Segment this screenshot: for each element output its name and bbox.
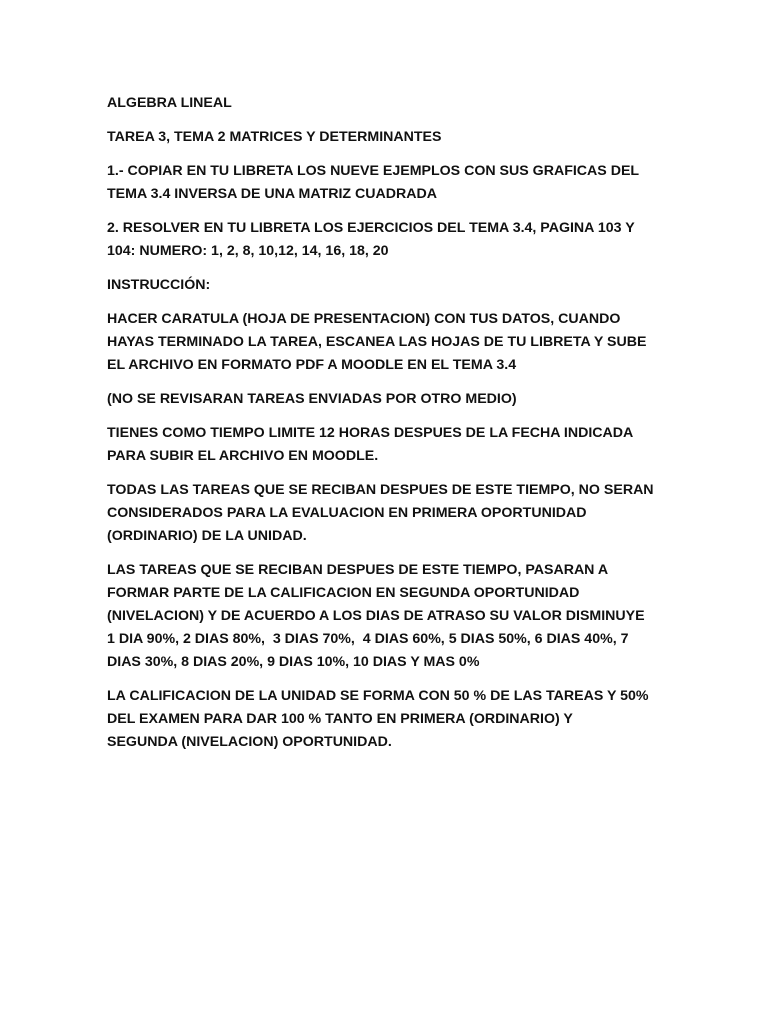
paragraph-line: DIAS 30%, 8 DIAS 20%, 9 DIAS 10%, 10 DIAS Y MAS 0% [107,654,480,670]
paragraph-line: SEGUNDA (NIVELACION) OPORTUNIDAD. [107,734,392,750]
paragraph-line: TODAS LAS TAREAS QUE SE RECIBAN DESPUES DE ESTE TIEMPO, NO SERAN [107,482,654,498]
paragraph-line: FORMAR PARTE DE LA CALIFICACION EN SEGUNDA OPORTUNIDAD [107,585,580,601]
paragraph-line: (NO SE REVISARAN TAREAS ENVIADAS POR OTRO MEDIO) [107,391,517,407]
paragraph-line: TIENES COMO TIEMPO LIMITE 12 HORAS DESPUES DE LA FECHA INDICADA [107,425,634,441]
paragraph-step-2 [107,217,667,263]
paragraph-line: 1 DIA 90%, 2 DIAS 80%, 3 DIAS 70%, 4 DIAS 60%, 5 DIAS 50%, 6 DIAS 40%, 7 [107,631,629,647]
paragraph-line: LA CALIFICACION DE LA UNIDAD SE FORMA CON 50 % DE LAS TAREAS Y 50% [107,688,649,704]
paragraph-line: PARA SUBIR EL ARCHIVO EN MOODLE. [107,448,379,464]
paragraph-step-1 [107,160,667,206]
subtitle-line: TAREA 3, TEMA 2 MATRICES Y DETERMINANTES [107,129,442,145]
document-title [107,92,667,115]
paragraph-late-first [107,479,667,548]
paragraph-line: HACER CARATULA (HOJA DE PRESENTACION) CON TUS DATOS, CUANDO [107,311,621,327]
paragraph-line: HAYAS TERMINADO LA TAREA, ESCANEA LAS HOJAS DE TU LIBRETA Y SUBE [107,334,647,350]
paragraph-line: EL ARCHIVO EN FORMATO PDF A MOODLE EN EL TEMA 3.4 [107,357,517,373]
paragraph-line: INSTRUCCIÓN: [107,277,211,293]
document-subtitle [107,126,667,149]
paragraph-line: CONSIDERADOS PARA LA EVALUACION EN PRIMERA OPORTUNIDAD [107,505,587,521]
paragraph-line: 2. RESOLVER EN TU LIBRETA LOS EJERCICIOS DEL TEMA 3.4, PAGINA 103 Y [107,220,635,236]
paragraph-line: (ORDINARIO) DE LA UNIDAD. [107,528,307,544]
paragraph-notice [107,388,667,411]
title-line: ALGEBRA LINEAL [107,95,232,111]
paragraph-line: TEMA 3.4 INVERSA DE UNA MATRIZ CUADRADA [107,186,437,202]
paragraph-line: 1.- COPIAR EN TU LIBRETA LOS NUEVE EJEMPLOS CON SUS GRAFICAS DEL [107,163,640,179]
paragraph-cover-page [107,308,667,377]
paragraph-line: DEL EXAMEN PARA DAR 100 % TANTO EN PRIMERA (ORDINARIO) Y [107,711,573,727]
document-body [107,92,667,765]
paragraph-grading [107,685,667,754]
paragraph-line: (NIVELACION) Y DE ACUERDO A LOS DIAS DE ATRASO SU VALOR DISMINUYE [107,608,645,624]
paragraph-time-limit [107,422,667,468]
paragraph-line: LAS TAREAS QUE SE RECIBAN DESPUES DE ESTE TIEMPO, PASARAN A [107,562,609,578]
instruction-heading [107,274,667,297]
paragraph-late-second [107,559,667,674]
paragraph-line: 104: NUMERO: 1, 2, 8, 10,12, 14, 16, 18, 20 [107,243,389,259]
